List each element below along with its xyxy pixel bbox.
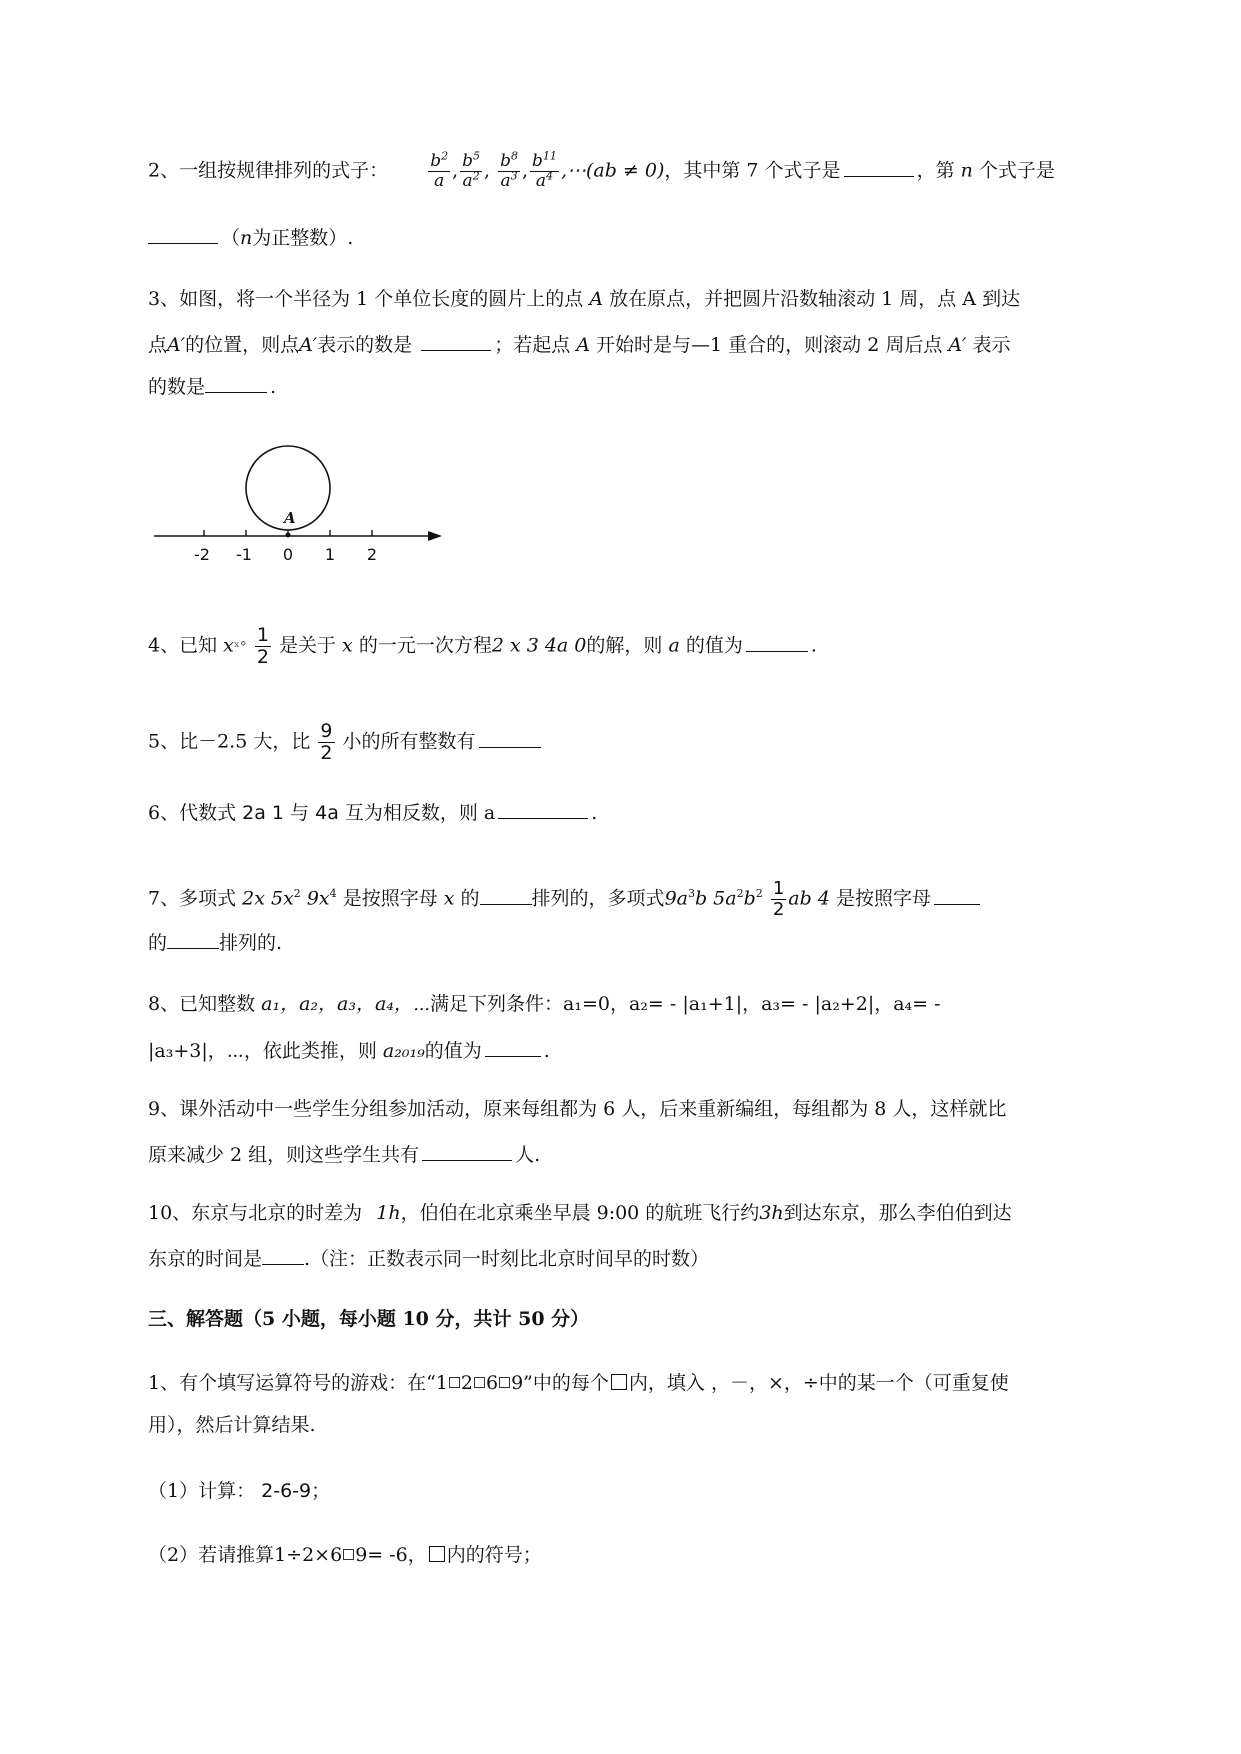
- q6-text: 6、代数式: [148, 802, 237, 824]
- box-icon: [429, 1546, 445, 1562]
- q5-text: 小的所有整数有: [342, 730, 476, 753]
- s1-text: 用），然后计算结果.: [148, 1414, 316, 1436]
- s1-text: 2: [460, 1372, 473, 1394]
- q3-line3: [148, 374, 276, 397]
- q7-poly-2: 9a: [664, 887, 688, 910]
- q7-text: 的: [148, 932, 168, 954]
- tick-label: -2: [194, 545, 210, 564]
- q3-text: 放在原点，并把圆片沿数轴滚动 1 周，点 A 到达: [609, 288, 1021, 310]
- q3-line2: [148, 332, 1010, 355]
- axis-arrow-icon: [428, 531, 442, 541]
- s1-text: 内，填入 ，－，×，÷中的某一个（可重复使: [628, 1372, 1009, 1394]
- q8-a2019: a₂₀₁₉: [382, 1040, 425, 1062]
- q5-fraction: $\frac{9}{2}$: [320, 720, 333, 764]
- s1-text: 1、有个填写运算符号的游戏：在“1: [148, 1372, 448, 1394]
- q7-poly-1: 2x 5x: [242, 887, 294, 910]
- answer-blank[interactable]: [148, 225, 218, 244]
- q9-text: 9、课外活动中一些学生分组参加活动，原来每组都为 6 人，后来重新编组，每组都为 8 人，这样就比: [148, 1098, 1007, 1120]
- q3-text: .: [270, 376, 277, 398]
- q4-a: a: [668, 634, 680, 657]
- q2-text: 个式子是: [978, 159, 1055, 182]
- q10-text: .（注：正数表示同一时刻比北京时间早的时数）: [304, 1248, 710, 1270]
- q6-expr-1: 2a 1: [242, 802, 284, 824]
- q4-fraction: $\frac{1}{2}$: [256, 624, 269, 668]
- q7-text: 7、多项式: [148, 887, 237, 910]
- q4-equation: 2 x 3 4a 0: [491, 634, 587, 657]
- s1-text: 内的符号；: [446, 1544, 542, 1566]
- q6-text: 与: [290, 802, 310, 824]
- q4-text: 的解，则: [586, 634, 663, 657]
- q3-point-a-prime: A′: [948, 334, 967, 356]
- q7-poly-3: ab 4: [788, 887, 830, 910]
- q6-expr-2: 4a: [315, 802, 339, 824]
- q8-line1: [148, 995, 941, 1014]
- q3-point-a: A: [576, 334, 590, 356]
- q7-poly-2b: b 5a: [694, 887, 737, 910]
- answer-blank[interactable]: [421, 332, 491, 351]
- q3-point-a: A: [589, 288, 604, 310]
- q3-text: 开始时是与—1 重合的，则滚动 2 周后点: [596, 334, 943, 356]
- box-icon: [611, 1374, 627, 1390]
- q7-line2: [148, 930, 282, 953]
- q4-line: [148, 626, 817, 667]
- q10-time-diff: 1h: [376, 1202, 401, 1224]
- box-icon: [474, 1377, 485, 1388]
- s1-text: （1）计算：: [148, 1480, 256, 1502]
- q4-text: .: [810, 634, 817, 657]
- q2-text: （: [221, 227, 241, 249]
- q4-text: 的一元一次方程: [358, 634, 492, 657]
- answer-blank[interactable]: [479, 729, 541, 748]
- point-a-label: A: [284, 509, 296, 527]
- q8-text: .: [543, 1040, 550, 1062]
- q8-text: 的值为: [424, 1040, 482, 1062]
- answer-blank[interactable]: [205, 374, 267, 393]
- q7-text: 是按照字母: [835, 887, 931, 910]
- point-a-dot: [286, 533, 291, 538]
- q2-text: 2、一组按规律排列的式子：: [148, 159, 389, 182]
- garbled-symbol: ˣ°: [233, 639, 247, 656]
- s1-line1: [148, 1374, 1009, 1393]
- q10-text: ，伯伯在北京乘坐早晨 9:00 的航班飞行约: [400, 1202, 760, 1224]
- box-icon: [449, 1377, 460, 1388]
- q7-text: 排列的.: [219, 932, 283, 954]
- q3-text: 表示: [972, 334, 1011, 356]
- q9-line1: [148, 1100, 1006, 1119]
- q2-text: 为正整数）.: [252, 227, 354, 249]
- q7-line1: 7、多项式 2x $5x^2$ $9x^4$ 是按照字母 x 的 排列的，多项式$9a^3b$ $5a^2b^2$ $\frac{1}{2}$ ab 4 是按照字母: [148, 880, 980, 919]
- s1-text: 6: [486, 1372, 499, 1394]
- q6-line: [148, 800, 597, 823]
- q3-text: 3、如图，将一个半径为 1 个单位长度的圆片上的点: [148, 288, 584, 310]
- q7-text: 的: [460, 887, 480, 910]
- tick-label: -1: [236, 545, 252, 564]
- answer-blank[interactable]: [934, 886, 980, 905]
- q2-line2: [148, 225, 353, 248]
- q5-line: [148, 722, 544, 763]
- q4-x: x: [223, 634, 234, 657]
- q6-text: 互为相反数，则 a: [344, 802, 496, 824]
- q4-x: x: [342, 634, 353, 657]
- q4-text: 的值为: [685, 634, 743, 657]
- box-icon: [343, 1549, 354, 1560]
- q8-text: |a₃+3|，⋯，依此类推，则: [148, 1040, 377, 1062]
- tick-label: 2: [366, 545, 378, 564]
- box-icon: [499, 1377, 510, 1388]
- answer-blank[interactable]: [498, 800, 588, 819]
- q2-text: ，其中第 7 个式子是: [664, 159, 841, 182]
- q2-seq-tail: ,⋯(ab ≠ 0): [560, 159, 665, 182]
- q3-point-a-prime: A′: [299, 334, 318, 356]
- number-line-figure: [150, 440, 450, 570]
- answer-blank[interactable]: [480, 886, 532, 905]
- q8-text: 满足下列条件：a₁=0，a₂= - |a₁+1|，a₃= - |a₂+2|，a₄= -: [430, 993, 941, 1015]
- answer-blank[interactable]: [262, 1246, 304, 1265]
- q9-text: 人.: [515, 1144, 541, 1166]
- answer-blank[interactable]: [422, 1142, 512, 1161]
- q3-text: 的数是: [148, 376, 206, 398]
- q10-text: 到达东京，那么李伯伯到达: [783, 1202, 1012, 1224]
- q2-n: n: [960, 159, 973, 182]
- q2-frac-1: $\frac{b^2}{a}$: [430, 149, 449, 191]
- q9-text: 原来减少 2 组，则这些学生共有: [148, 1144, 420, 1166]
- q10-line2: [148, 1246, 709, 1269]
- tick-label: 0: [282, 545, 294, 564]
- q3-text: ；若起点: [494, 334, 571, 356]
- q10-text: 10、东京与北京的时差为: [148, 1202, 363, 1224]
- q3-text: 点: [148, 334, 168, 356]
- s1-sub1: [148, 1482, 330, 1501]
- q4-text: 4、已知: [148, 634, 218, 657]
- answer-blank[interactable]: [844, 158, 914, 177]
- q10-flight-time: 3h: [759, 1202, 784, 1224]
- q5-text: 5、比－2.5 大，比: [148, 730, 311, 753]
- answer-blank[interactable]: [746, 633, 808, 652]
- q10-line1: [148, 1204, 1012, 1223]
- answer-blank[interactable]: [167, 930, 219, 949]
- q7-x: x: [443, 887, 455, 910]
- q3-point-a-prime: A′: [167, 334, 186, 356]
- q2-frac-4: $\frac{b^{11}}{a^4}$: [532, 149, 557, 191]
- q3-text: 的位置，则点: [185, 334, 300, 356]
- s1-text: 9= -6，: [355, 1544, 427, 1566]
- s1-expr: 2-6-9；: [261, 1480, 331, 1502]
- q7-text: 排列的，多项式: [531, 887, 665, 910]
- q2-text: ，第: [916, 159, 955, 182]
- q8-text: 8、已知整数: [148, 993, 256, 1015]
- q7-poly-1b: 9x: [306, 887, 330, 910]
- q10-text: 东京的时间是: [148, 1248, 263, 1270]
- q2-frac-3: $\frac{b^8}{a^3}$: [500, 149, 518, 191]
- s1-text: （2）若请推算1÷2×6: [148, 1544, 343, 1566]
- q3-text: 表示的数是: [317, 334, 413, 356]
- q3-line1: [148, 290, 1020, 309]
- q2-line1: 2、一组按规律排列的式子： $\frac{b^2}{a}$ , $\frac{b^5}{a^2}$ , $\frac{b^8}{a^3}$ , $\frac{b^{11}}{a^4}$ ,⋯(ab ≠ 0)，其中第 7 个式子是 ，第 n 个式子是: [148, 149, 1055, 191]
- q9-line2: [148, 1142, 540, 1165]
- section-heading: 三、解答题（5 小题，每小题 10 分，共计 50 分）: [148, 1308, 590, 1330]
- answer-blank[interactable]: [485, 1038, 541, 1057]
- q2-frac-2: $\frac{b^5}{a^2}$: [462, 149, 481, 191]
- s1-text: 9”中的每个: [511, 1372, 609, 1394]
- q6-text: .: [591, 802, 598, 824]
- tick-label: 1: [324, 545, 336, 564]
- q7-fraction: $\frac{1}{2}$: [772, 878, 785, 920]
- q7-text: 是按照字母: [342, 887, 438, 910]
- q7-poly-2c: b: [743, 887, 756, 910]
- s1-sub2: [148, 1546, 542, 1565]
- q8-sequence: a₁，a₂，a₃，a₄，⋯: [261, 993, 431, 1015]
- s1-line2: [148, 1416, 316, 1435]
- q2-n: n: [240, 227, 253, 249]
- q4-text: 是关于: [278, 634, 336, 657]
- q8-line2: [148, 1038, 550, 1061]
